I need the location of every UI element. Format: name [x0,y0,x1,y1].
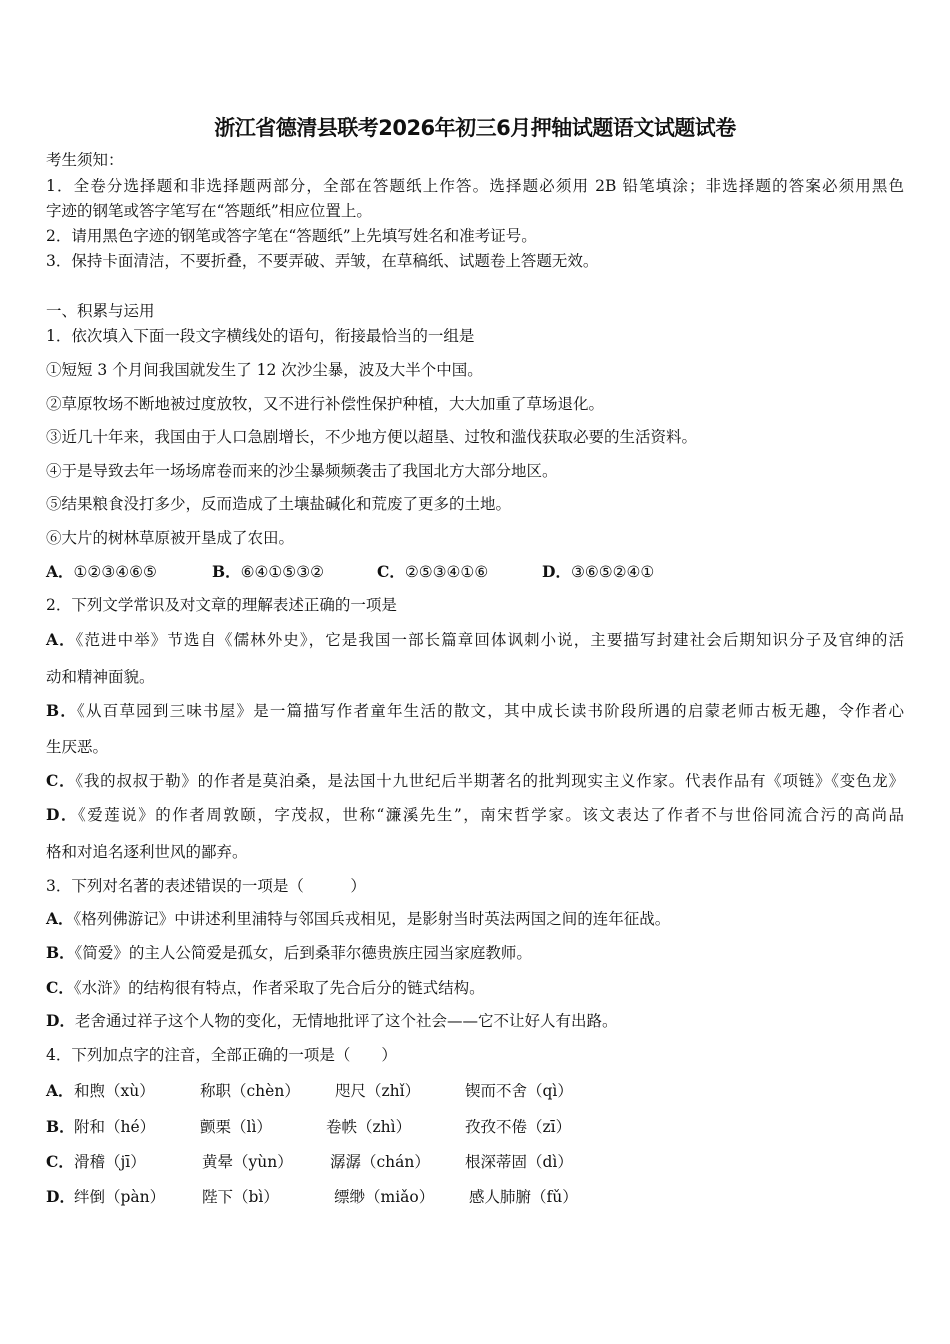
q1-item: ③近几十年来，我国由于人口急剧增长，不少地方便以超垦、过牧和滥伐获取必要的生活资料。 [46,428,698,446]
q2-option-b-cont: 生厌恶。 [46,738,109,756]
q1-item: ⑥大片的树林草原被开垦成了农田。 [46,529,295,547]
q2-option-d: D．《爱莲说》的作者周敦颐，字茂叔，世称“濂溪先生”，南宋哲学家。该文表达了作者不与世俗同流合污的高尚品 [46,805,904,824]
word: 称职（chèn） [200,1082,300,1100]
section-heading: 一、积累与运用 [46,302,155,320]
q2-option-a: A．《范进中举》节选自《儒林外史》，它是我国一部长篇章回体讽刺小说，主要描写封建社会后期知识分子及官绅的活 [46,630,904,649]
word: 锲而不舍（qì） [465,1082,573,1100]
q1-option-b: B．⑥④①⑤③② [212,562,324,581]
q1-item: ②草原牧场不断地被过度放牧，又不进行补偿性保护种植，大大加重了草场退化。 [46,395,605,413]
q2-stem: 2．下列文学常识及对文章的理解表述正确的一项是 [46,596,397,614]
word: 附和（hé） [74,1118,156,1136]
q3-option-b: B．《简爱》的主人公简爱是孤女，后到桑菲尔德贵族庄园当家庭教师。 [46,943,532,962]
page-title: 浙江省德清县联考2026年初三6月押轴试题语文试题试卷 [214,116,736,140]
q3-option-c: C．《水浒》的结构很有特点，作者采取了先合后分的链式结构。 [46,978,485,997]
word: 陛下（bì） [202,1188,279,1206]
q2-option-c: C．《我的叔叔于勒》的作者是莫泊桑，是法国十九世纪后半期著名的批判现实主义作家。代表作品有《项链》《变色龙》 [46,771,904,790]
word: 孜孜不倦（zī） [465,1118,572,1136]
word: 卷帙（zhì） [326,1118,412,1136]
notice-heading: 考生须知： [46,151,124,169]
word: 颤栗（lì） [200,1118,272,1136]
q2-option-a-cont: 动和精神面貌。 [46,668,155,686]
word: 黄晕（yùn） [202,1153,293,1171]
word: 潺潺（chán） [330,1153,430,1171]
notice-line-1-cont: 字迹的钢笔或答字笔写在“答题纸”相应位置上。 [46,202,372,220]
notice-line-1: 1．全卷分选择题和非选择题两部分，全部在答题纸上作答。选择题必须用 2B 铅笔填涂；非选择题的答案必须用黑色 [46,177,904,195]
q1-item: ⑤结果粮食没打多少，反而造成了土壤盐碱化和荒废了更多的土地。 [46,495,512,513]
word: 滑稽（jī） [74,1153,146,1171]
q3-option-d: D．老舍通过祥子这个人物的变化，无情地批评了这个社会——它不让好人有出路。 [46,1011,618,1030]
q2-option-d-cont: 格和对追名逐利世风的鄙弃。 [46,843,248,861]
word: 根深蒂固（dì） [465,1153,573,1171]
option-label: B． [46,1117,75,1136]
option-label: C． [46,1152,74,1171]
q3-option-a: A．《格列佛游记》中讲述利里浦特与邻国兵戎相见，是影射当时英法两国之间的连年征战。 [46,909,671,928]
q3-stem: 3．下列对名著的表述错误的一项是（ ） [46,877,366,895]
q1-option-a: A．①②③④⑥⑤ [46,562,157,581]
word: 缥缈（miǎo） [334,1188,435,1206]
word: 咫尺（zhǐ） [335,1082,421,1100]
q1-item: ①短短 3 个月间我国就发生了 12 次沙尘暴，波及大半个中国。 [46,361,483,379]
q2-option-b: B．《从百草园到三味书屋》是一篇描写作者童年生活的散文，其中成长读书阶段所遇的启蒙老师古板无趣，令作者心 [46,701,904,720]
q1-stem: 1．依次填入下面一段文字横线处的语句，衔接最恰当的一组是 [46,327,475,345]
q4-stem: 4．下列加点字的注音，全部正确的一项是（ ） [46,1046,397,1064]
option-label: D． [46,1187,75,1206]
word: 绊倒（pàn） [74,1188,166,1206]
option-label: A． [46,1081,74,1100]
word: 感人肺腑（fǔ） [469,1188,578,1206]
notice-line-3: 3．保持卡面清洁，不要折叠，不要弄破、弄皱，在草稿纸、试题卷上答题无效。 [46,252,599,270]
notice-line-2: 2．请用黑色字迹的钢笔或答字笔在“答题纸”上先填写姓名和准考证号。 [46,227,537,245]
q1-option-d: D．③⑥⑤②④① [542,562,655,581]
word: 和煦（xù） [74,1082,155,1100]
q1-item: ④于是导致去年一场场席卷而来的沙尘暴频频袭击了我国北方大部分地区。 [46,462,558,480]
q1-option-c: C．②⑤③④①⑥ [377,562,489,581]
